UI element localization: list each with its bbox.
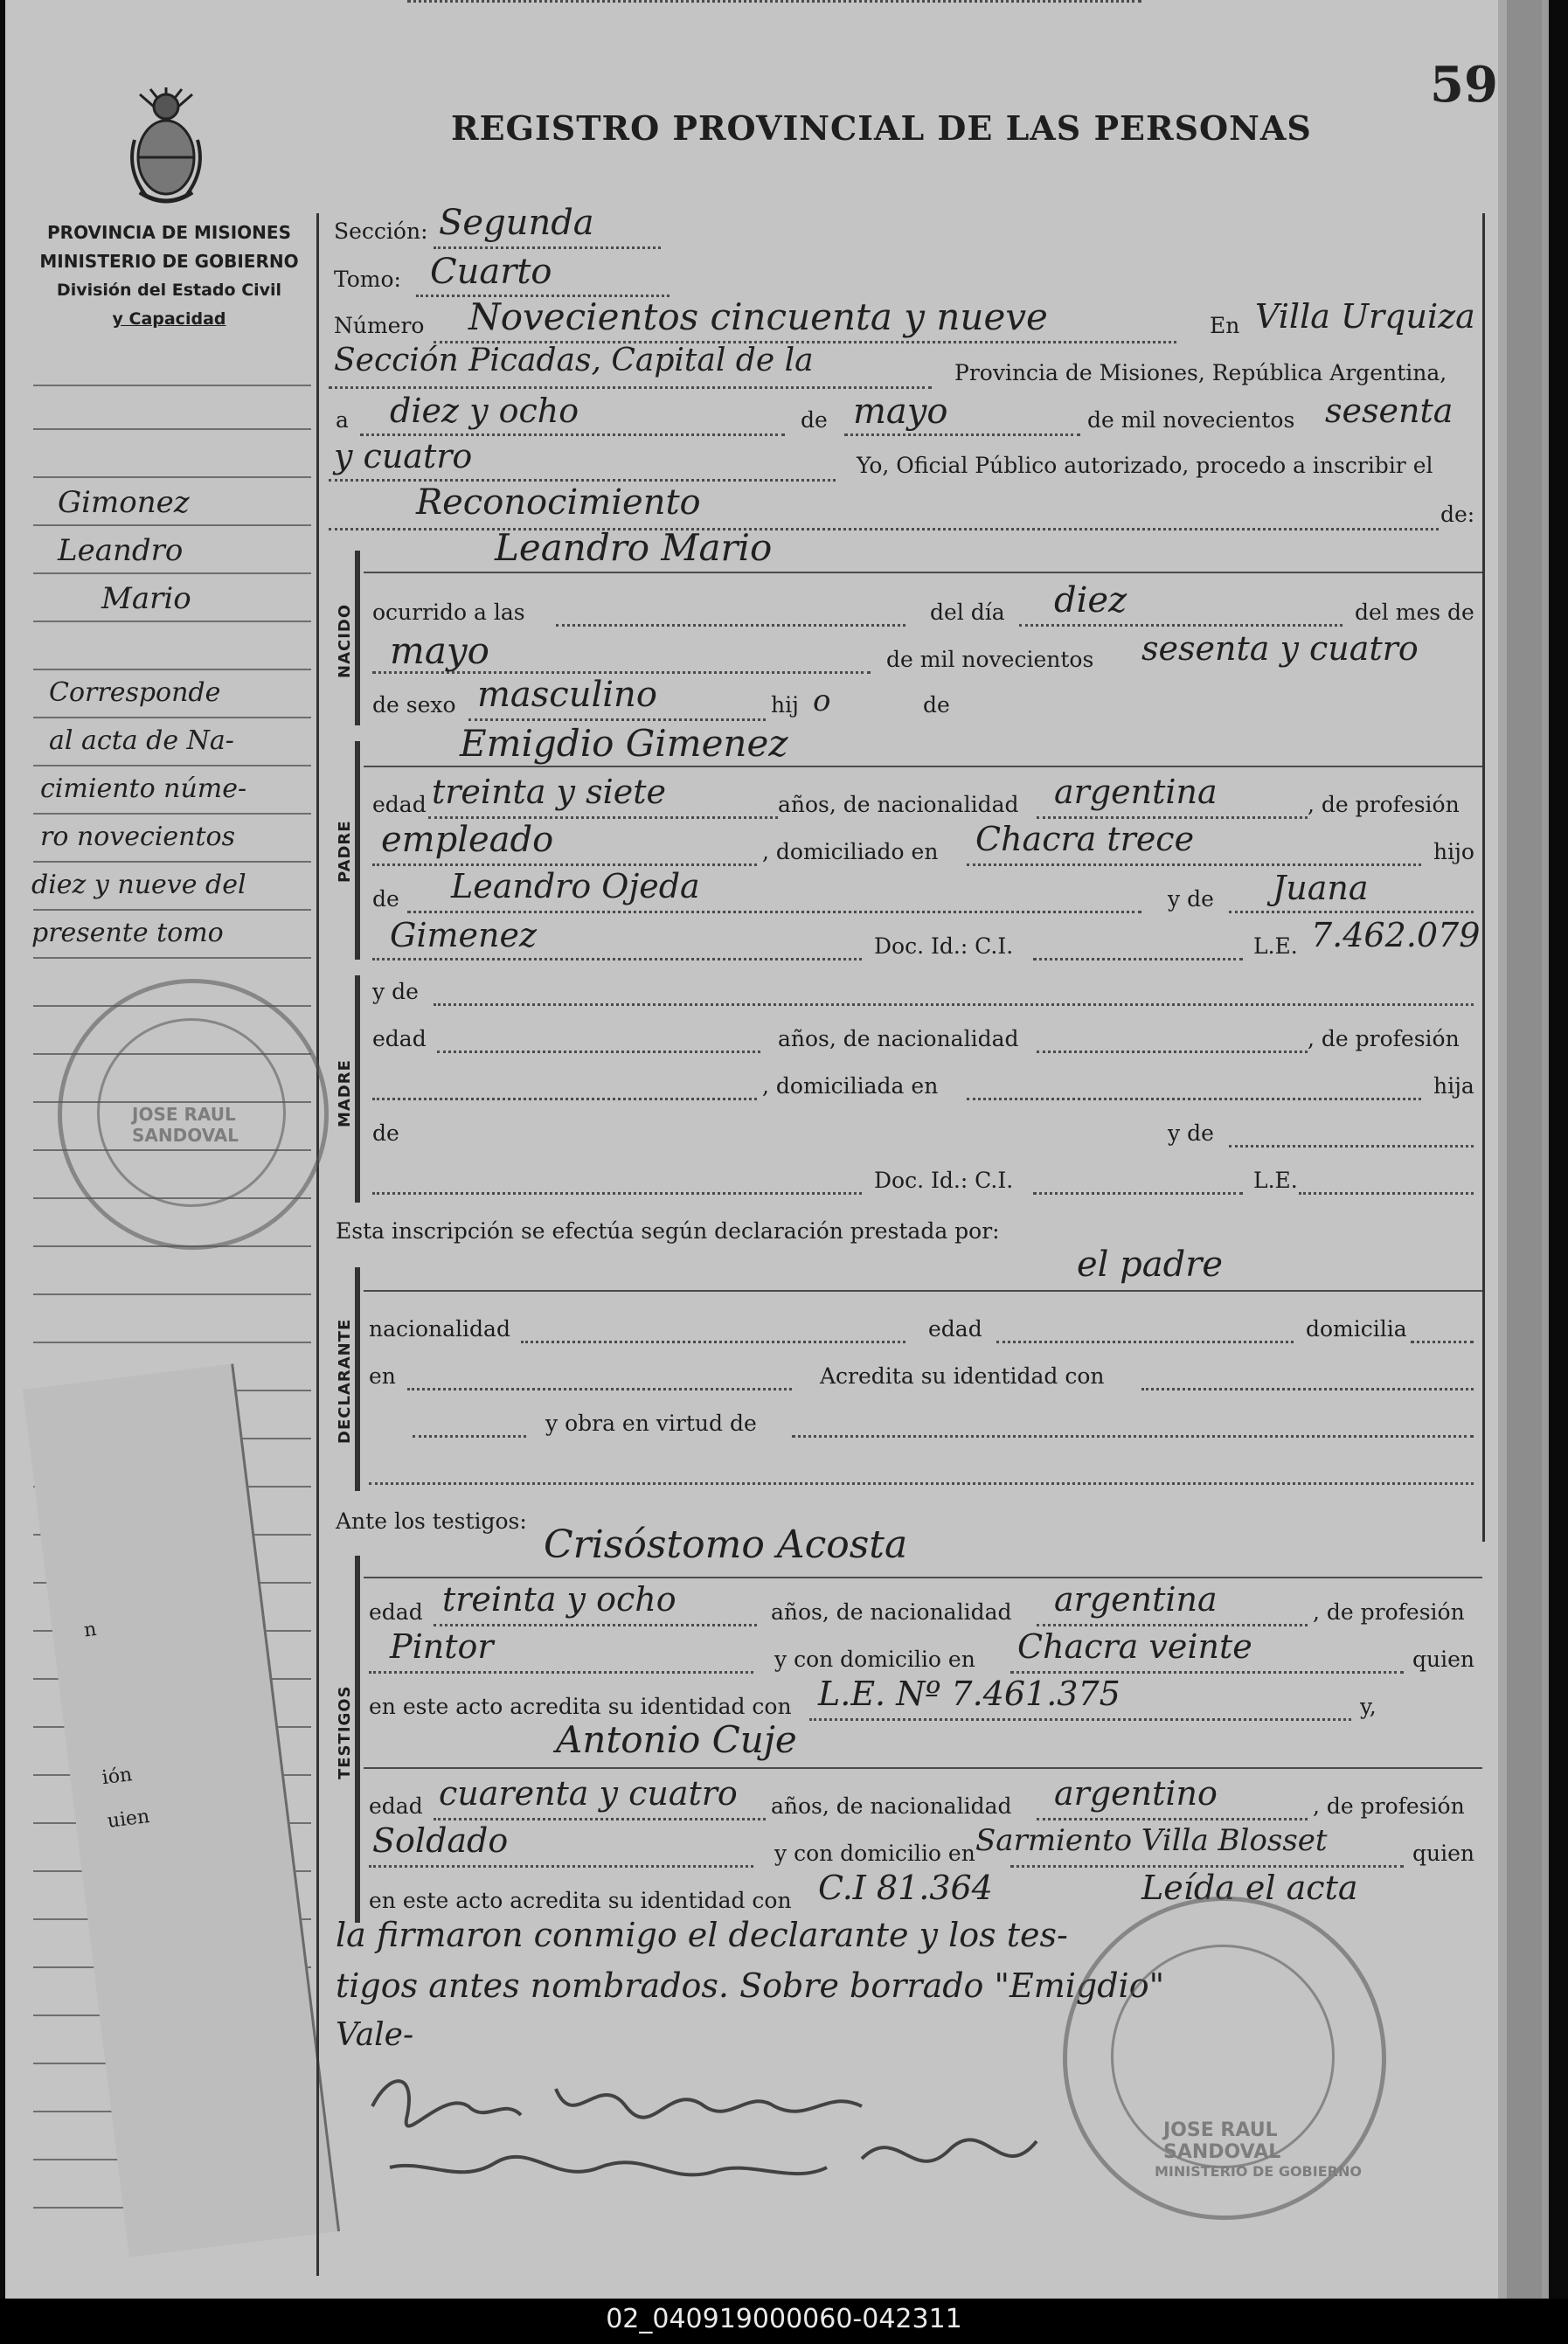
- madre-hija-label: hija: [1433, 1073, 1474, 1099]
- day-line: [360, 433, 785, 436]
- officer-text: Yo, Oficial Público autorizado, procedo a inscribir el: [857, 453, 1433, 478]
- padre-dom-line: [967, 863, 1421, 866]
- testigo1-dom-value: Chacra veinte: [1017, 1627, 1252, 1666]
- dia-line: [1019, 624, 1343, 627]
- testigo2-acredita-label: en este acto acredita su identidad con: [369, 1888, 792, 1913]
- authority-line-2: MINISTERIO DE GOBIERNO: [39, 251, 299, 272]
- sexo-line: [468, 718, 766, 721]
- declarante-dom-line: [1411, 1341, 1474, 1343]
- numero-value: Novecientos cincuenta y nueve: [468, 295, 1048, 338]
- margin-surname: Gimonez: [58, 485, 190, 520]
- madre-name-line: [434, 1003, 1474, 1006]
- madre-prof-line: [372, 1098, 757, 1100]
- madre-y-de2-label: y de: [1168, 1120, 1214, 1146]
- stamp-left-text: JOSE RAUL SANDOVAL: [132, 1104, 239, 1146]
- padre-anos-label: años, de nacionalidad: [778, 792, 1019, 817]
- testigo1-anos-label: años, de nacionalidad: [771, 1599, 1012, 1625]
- declarante-extra-line: [369, 1482, 1474, 1485]
- declarante-name-line: [364, 1290, 1482, 1292]
- margin-rule: [33, 909, 311, 911]
- day-value: diez y ocho: [390, 392, 579, 430]
- testigo1-prof-label: , de profesión: [1313, 1599, 1465, 1625]
- torn-fragment-text: uien: [106, 1806, 151, 1833]
- margin-note-line: presente tomo: [31, 918, 224, 948]
- testigo1-edad-line: [434, 1624, 757, 1626]
- padre-de-label: de: [372, 886, 399, 912]
- authority-line-3: División del Estado Civil: [56, 281, 282, 300]
- dia-value: diez: [1054, 580, 1127, 621]
- province-text: Provincia de Misiones, República Argentina,: [954, 360, 1447, 385]
- nacido-name-value: Leandro Mario: [495, 526, 773, 569]
- padre-name-line: [364, 766, 1482, 767]
- torn-fragment-text: n: [82, 1618, 98, 1642]
- margin-rule: [33, 957, 311, 959]
- del-dia-label: del día: [930, 600, 1005, 625]
- testigos-section-label: TESTIGOS: [336, 1685, 354, 1779]
- testigo2-anos-label: años, de nacionalidad: [771, 1793, 1012, 1819]
- tomo-label: Tomo:: [334, 267, 401, 292]
- de-colon-label: de:: [1440, 502, 1475, 527]
- margin-rule: [33, 765, 311, 766]
- authority-line-1: PROVINCIA DE MISIONES: [47, 222, 291, 243]
- margin-name1: Leandro: [58, 533, 184, 568]
- closing-line3: tigos antes nombrados. Sobre borrado "Emigdio": [336, 1966, 1165, 2005]
- year2-line: [329, 479, 836, 482]
- testigo2-name-line: [364, 1767, 1482, 1769]
- sexo-value: masculino: [477, 675, 657, 715]
- location-value: Sección Picadas, Capital de la: [334, 343, 814, 378]
- padre-father-value: Leandro Ojeda: [451, 867, 700, 905]
- margin-rule: [33, 1342, 311, 1343]
- padre-edad-line: [428, 816, 778, 819]
- right-border: [1482, 213, 1485, 1542]
- testigos-bracket: [355, 1556, 360, 1923]
- padre-edad-label: edad: [372, 792, 427, 817]
- padre-mother-line: [1229, 911, 1474, 913]
- mes-value: mayo: [390, 629, 489, 672]
- margin-rule: [33, 813, 311, 815]
- padre-mother-value: Juana: [1273, 869, 1369, 907]
- testigo1-nac-line: [1037, 1624, 1308, 1626]
- padre-dom-label: , domiciliado en: [762, 839, 939, 864]
- padre-nac-value: argentina: [1054, 773, 1218, 811]
- madre-doc-label: Doc. Id.: C.I.: [874, 1168, 1014, 1193]
- de-label: de: [801, 407, 828, 433]
- testigo1-name: Crisóstomo Acosta: [544, 1522, 908, 1567]
- testigo1-id-value: L.E. Nº 7.461.375: [818, 1675, 1120, 1713]
- testigo2-name: Antonio Cuje: [556, 1718, 797, 1761]
- madre-bracket: [355, 975, 360, 1203]
- madre-anos-label: años, de nacionalidad: [778, 1026, 1019, 1051]
- madre-surname-line: [372, 1192, 862, 1195]
- ocurrido-line: [556, 624, 905, 627]
- nacido-bracket: [355, 551, 360, 725]
- testigos-intro: Ante los testigos:: [336, 1508, 527, 1534]
- margin-rule: [33, 524, 311, 526]
- location-line: [329, 386, 932, 389]
- declarante-acredita-label: Acredita su identidad con: [820, 1363, 1105, 1389]
- margin-divider: [316, 213, 319, 2276]
- seccion-label: Sección:: [334, 218, 428, 244]
- margin-rule: [33, 428, 311, 430]
- stamp-right-text: JOSE RAUL SANDOVAL: [1163, 2119, 1281, 2163]
- madre-dom-label: , domiciliada en: [762, 1073, 939, 1099]
- padre-prof-label: , de profesión: [1308, 792, 1460, 817]
- margin-note-line: diez y nueve del: [31, 870, 246, 900]
- footer-id: 02_040919000060-042311: [606, 2304, 962, 2334]
- act-value: Reconocimiento: [416, 482, 701, 523]
- madre-le-label: L.E.: [1253, 1168, 1298, 1193]
- sexo-label: de sexo: [372, 692, 456, 718]
- padre-doc-line: [1033, 958, 1243, 960]
- year-label: de mil novecientos: [1087, 407, 1295, 433]
- declarante-value: el padre: [1077, 1245, 1224, 1285]
- testigo2-nac-value: argentino: [1054, 1774, 1218, 1813]
- testigo1-acredita-label: en este acto acredita su identidad con: [369, 1694, 792, 1719]
- year-value: sesenta: [1325, 392, 1454, 430]
- official-stamp-left: [58, 979, 329, 1250]
- tomo-value: Cuarto: [430, 252, 552, 292]
- madre-doc-line: [1033, 1192, 1243, 1195]
- hij-value: o: [813, 683, 831, 718]
- official-stamp-right: [1063, 1897, 1386, 2220]
- stamp-right-ministry: MINISTERIO DE GOBIERNO: [1155, 2163, 1362, 2180]
- padre-y-de-label: y de: [1168, 886, 1214, 912]
- margin-rule: [33, 669, 311, 670]
- padre-nac-line: [1037, 816, 1308, 819]
- margin-rule: [33, 572, 311, 574]
- declarante-en-line: [407, 1388, 792, 1390]
- margin-rule: [33, 476, 311, 478]
- padre-father-line: [407, 911, 1141, 913]
- testigo1-y-label: y,: [1360, 1694, 1377, 1719]
- testigo2-edad-label: edad: [369, 1793, 423, 1819]
- madre-father-line: [407, 0, 1141, 3]
- nacido-section-label: NACIDO: [336, 603, 354, 678]
- madre-edad-label: edad: [372, 1026, 427, 1051]
- page-edge-inner: [1498, 0, 1507, 2299]
- madre-y-de-label: y de: [372, 979, 419, 1004]
- declarante-dom-label: domicilia: [1306, 1316, 1407, 1342]
- document-title: REGISTRO PROVINCIAL DE LAS PERSONAS: [451, 108, 1312, 148]
- document-page: [5, 0, 1549, 2299]
- madre-mother-line: [1229, 1145, 1474, 1148]
- padre-hijo-label: hijo: [1433, 839, 1474, 864]
- testigo2-prof-value: Soldado: [372, 1821, 509, 1860]
- a-label: a: [336, 407, 349, 433]
- del-mes-label: del mes de: [1355, 600, 1474, 625]
- padre-le-value: 7.462.079: [1311, 916, 1481, 954]
- issuing-authority: [23, 218, 316, 334]
- margin-rule: [33, 717, 311, 718]
- testigo2-nac-line: [1037, 1818, 1308, 1820]
- margin-note-line: cimiento núme-: [40, 773, 247, 804]
- ocurrido-label: ocurrido a las: [372, 600, 525, 625]
- hij-label: hij: [771, 692, 799, 718]
- declarante-obra-line: [792, 1435, 1474, 1438]
- margin-rule: [33, 385, 311, 386]
- declarante-acredita-line: [1141, 1388, 1474, 1390]
- padre-name-value: Emigdio Gimenez: [460, 722, 788, 765]
- seccion-value: Segunda: [439, 203, 594, 243]
- declarante-nac-label: nacionalidad: [369, 1316, 510, 1342]
- declarante-obra-label: y obra en virtud de: [545, 1411, 757, 1436]
- seccion-line: [434, 246, 661, 249]
- padre-mother-surname-line: [372, 958, 862, 960]
- testigo2-edad-line: [434, 1818, 766, 1820]
- closing-line1: Leída el acta: [1141, 1869, 1358, 1907]
- testigo2-prof-line: [369, 1865, 753, 1868]
- en-label: En: [1210, 313, 1240, 338]
- signatures: [337, 2054, 1124, 2229]
- month-value: mayo: [853, 392, 948, 432]
- testigo2-dom-label: y con domicilio en: [774, 1841, 975, 1866]
- authority-line-4: y Capacidad: [112, 309, 226, 329]
- madre-nac-line: [1037, 1051, 1308, 1053]
- year-value-2: y cuatro: [334, 437, 473, 475]
- numero-label: Número: [334, 313, 425, 338]
- testigo2-quien-label: quien: [1412, 1841, 1474, 1866]
- testigo2-dom-value: Sarmiento Villa Blosset: [975, 1823, 1328, 1858]
- madre-de-label: de: [372, 1120, 399, 1146]
- testigo1-nac-value: argentina: [1054, 1580, 1218, 1619]
- testigo1-name-line: [364, 1577, 1482, 1578]
- padre-dom-value: Chacra trece: [975, 820, 1195, 858]
- testigo1-prof-value: Pintor: [390, 1627, 494, 1666]
- en-value: Villa Urquiza: [1255, 297, 1475, 336]
- padre-prof-line: [372, 863, 757, 866]
- testigo1-quien-label: quien: [1412, 1647, 1474, 1672]
- padre-le-label: L.E.: [1253, 933, 1298, 959]
- declarante-edad-label: edad: [928, 1316, 982, 1342]
- madre-prof-label: , de profesión: [1308, 1026, 1460, 1051]
- nacido-de-label: de: [923, 692, 950, 718]
- margin-note-line: Corresponde: [49, 677, 221, 708]
- torn-paper-fragment: [23, 1363, 340, 2257]
- padre-section-label: PADRE: [336, 820, 354, 883]
- declarante-section-label: DECLARANTE: [336, 1318, 354, 1444]
- margin-rule: [33, 621, 311, 622]
- madre-section-label: MADRE: [336, 1059, 354, 1127]
- testigo2-prof-label: , de profesión: [1313, 1793, 1465, 1819]
- torn-fragment-text: ión: [101, 1764, 134, 1790]
- declarante-bracket: [355, 1267, 360, 1491]
- madre-edad-line: [437, 1051, 760, 1053]
- padre-bracket: [355, 741, 360, 960]
- margin-rule: [33, 1293, 311, 1295]
- madre-le-line: [1299, 1192, 1474, 1195]
- margin-note-line: al acta de Na-: [49, 725, 234, 756]
- closing-line2: la firmaron conmigo el declarante y los tes-: [336, 1916, 1068, 1954]
- padre-prof-value: empleado: [381, 820, 554, 860]
- declarante-obra-pre-line: [413, 1435, 526, 1438]
- declarante-nac-line: [521, 1341, 905, 1343]
- testigo2-id-value: C.I 81.364: [818, 1869, 993, 1907]
- padre-doc-label: Doc. Id.: C.I.: [874, 933, 1014, 959]
- declarante-en-label: en: [369, 1363, 396, 1389]
- testigo1-edad-value: treinta y ocho: [442, 1580, 676, 1619]
- testigo2-dom-line: [1010, 1865, 1404, 1868]
- testigo2-edad-value: cuarenta y cuatro: [439, 1774, 738, 1813]
- madre-dom-line: [967, 1098, 1421, 1100]
- nacido-year-value: sesenta y cuatro: [1141, 629, 1419, 668]
- closing-line4: Vale-: [336, 2017, 414, 2053]
- testigo1-id-line: [809, 1718, 1351, 1721]
- margin-rule: [33, 861, 311, 863]
- testigo1-edad-label: edad: [369, 1599, 423, 1625]
- declarante-intro: Esta inscripción se efectúa según declaración prestada por:: [336, 1218, 1000, 1244]
- page-edge: [1507, 0, 1542, 2299]
- month-line: [844, 433, 1080, 436]
- coat-of-arms-icon: [122, 87, 210, 210]
- testigo1-dom-label: y con domicilio en: [774, 1647, 975, 1672]
- nacido-name-line: [364, 572, 1482, 573]
- padre-mother-surname: Gimenez: [390, 916, 538, 954]
- margin-note-line: ro novecientos: [40, 822, 236, 852]
- nacido-year-label: de mil novecientos: [886, 647, 1094, 672]
- margin-name2: Mario: [101, 581, 191, 616]
- page-number: 59: [1430, 56, 1498, 114]
- declarante-edad-line: [996, 1341, 1294, 1343]
- testigo1-prof-line: [369, 1671, 753, 1674]
- padre-edad-value: treinta y siete: [432, 773, 667, 811]
- testigo1-dom-line: [1010, 1671, 1404, 1674]
